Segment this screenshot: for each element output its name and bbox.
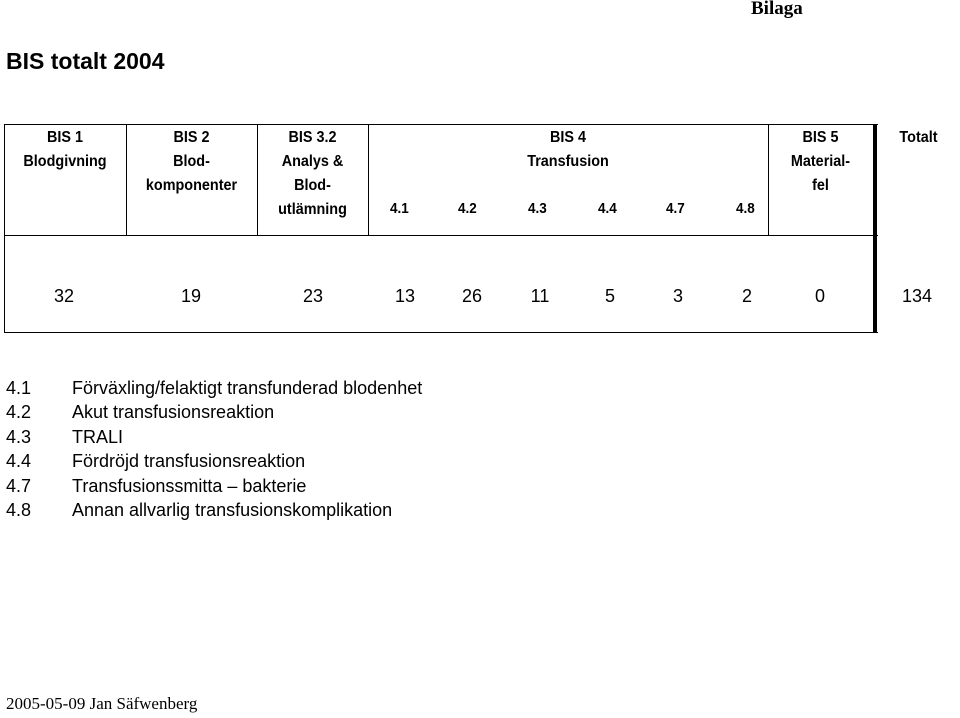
footer-date-author: 2005-05-09 Jan Säfwenberg: [6, 694, 198, 713]
column-divider: [126, 124, 127, 235]
legend-item: 4.1 Förväxling/felaktigt transfunderad blodenhet: [6, 378, 423, 398]
legend-item: 4.4 Fördröjd transfusionsreaktion: [6, 451, 306, 472]
value-4-7: 3: [672, 286, 683, 306]
value-bis2: 19: [180, 286, 202, 306]
legend-item: 4.2 Akut transfusionsreaktion: [6, 402, 275, 423]
value-bis1: 32: [53, 286, 75, 306]
header-bis5: BIS 5 Material- fel: [790, 129, 851, 194]
subcode-4-3: 4.3: [528, 200, 547, 217]
header-bis2: BIS 2 Blod- komponenter: [145, 129, 238, 194]
value-bis5: 0: [814, 286, 825, 306]
appendix-label: Bilaga: [751, 0, 803, 19]
statistics-table: [0, 0, 960, 340]
header-bis1: BIS 1 Blodgivning: [23, 129, 107, 170]
column-divider: [368, 124, 369, 235]
column-divider: [257, 124, 258, 235]
value-4-3: 11: [530, 286, 550, 306]
value-4-1: 13: [394, 286, 416, 306]
header-totalt: Totalt: [899, 129, 938, 146]
subcode-4-8: 4.8: [736, 200, 755, 217]
value-totalt: 134: [901, 286, 933, 306]
value-bis32: 23: [302, 286, 324, 306]
subcode-4-1: 4.1: [390, 200, 409, 217]
value-4-8: 2: [741, 286, 752, 306]
table-mid-border: [4, 235, 878, 236]
header-bis4: BIS 4 Transfusion: [527, 129, 609, 170]
table-top-border: [4, 124, 878, 125]
subcode-4-7: 4.7: [666, 200, 685, 217]
table-bottom-border: [4, 332, 878, 333]
total-column-divider: [873, 124, 877, 333]
subcode-4-2: 4.2: [458, 200, 477, 217]
value-4-4: 5: [604, 286, 615, 306]
legend: [6, 376, 422, 522]
legend-item: 4.7 Transfusionssmitta – bakterie: [6, 475, 307, 496]
legend-item: 4.8 Annan allvarlig transfusionskomplikation: [6, 500, 393, 521]
header-bis32: BIS 3.2 Analys & Blod- utlämning: [278, 129, 347, 218]
legend-item: 4.3 TRALI: [6, 426, 124, 447]
table-left-border: [4, 124, 5, 333]
page-title: BIS totalt 2004: [6, 48, 165, 74]
value-4-2: 26: [461, 286, 483, 306]
column-divider: [768, 124, 769, 235]
subcode-4-4: 4.4: [598, 200, 617, 217]
